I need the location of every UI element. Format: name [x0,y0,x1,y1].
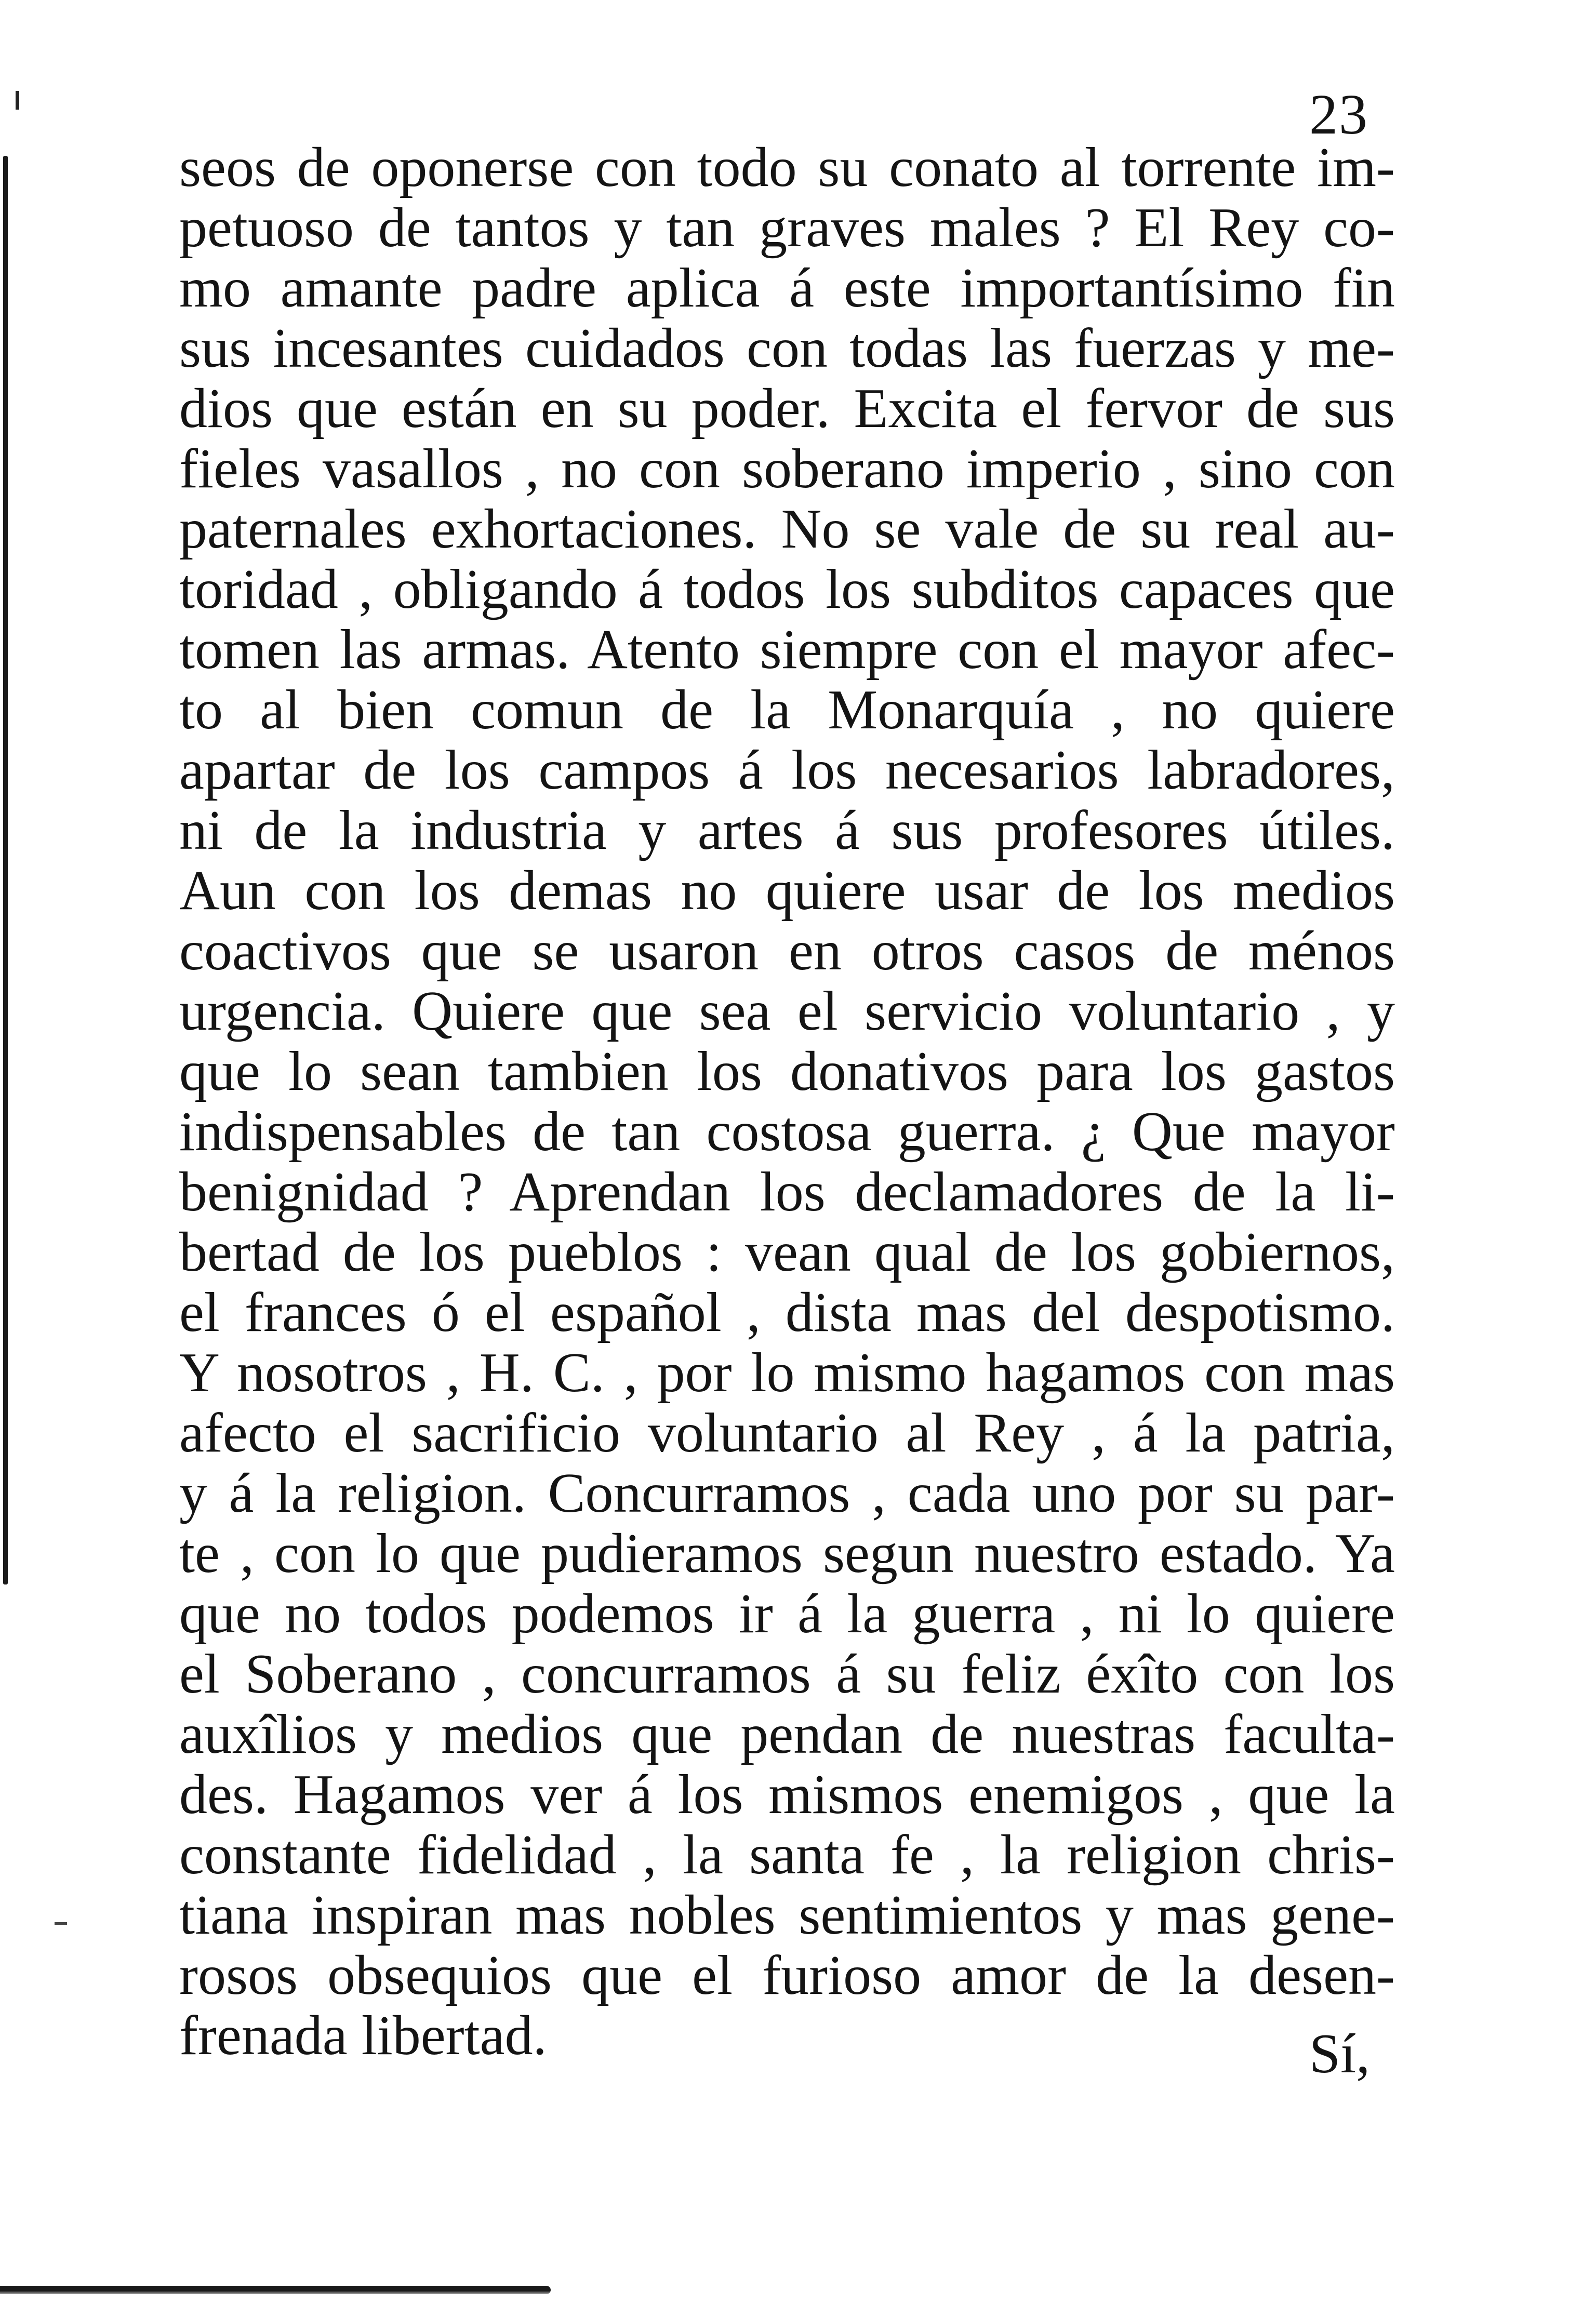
text-line: paternales exhortaciones. No se vale de su real au- [179,498,1395,560]
text-line: tiana inspiran mas nobles sentimientos y mas gene- [179,1884,1395,1946]
text-line: seos de oponerse con todo su conato al torrente im- [179,137,1395,198]
text-line: afecto el sacrificio voluntario al Rey , á la patria, [179,1402,1395,1464]
text-line: el Soberano , concurramos á su feliz éxîto con los [179,1643,1395,1705]
text-line: urgencia. Quiere que sea el servicio voluntario , y [179,980,1395,1042]
text-line: apartar de los campos á los necesarios labradores, [179,739,1395,801]
text-line: petuoso de tantos y tan graves males ? El Rey co- [179,197,1395,259]
text-line: tomen las armas. Atento siempre con el mayor afec- [179,619,1395,681]
text-line: benignidad ? Aprendan los declamadores de la li- [179,1161,1395,1223]
page-edge-mark [16,91,19,110]
body-text [179,138,1395,2066]
text-line: fieles vasallos , no con soberano imperio , sino con [179,438,1395,500]
text-line: coactivos que se usaron en otros casos de ménos [179,920,1395,982]
text-line: constante fidelidad , la santa fe , la religion chris- [179,1824,1395,1886]
text-line: y á la religion. Concurramos , cada uno por su par- [179,1462,1395,1524]
page-bottom-edge [0,2286,551,2294]
text-line: que lo sean tambien los donativos para los gastos [179,1041,1395,1102]
text-line: indispensables de tan costosa guerra. ¿ Que mayor [179,1101,1395,1163]
text-line: mo amante padre aplica á este importantísimo fin [179,257,1395,319]
text-line: el frances ó el español , dista mas del despotismo. [179,1282,1395,1343]
text-line: sus incesantes cuidados con todas las fuerzas y me- [179,317,1395,379]
text-line: bertad de los pueblos : vean qual de los gobiernos, [179,1221,1395,1283]
text-line: te , con lo que pudieramos segun nuestro estado. Ya [179,1523,1395,1584]
page-edge-shadow [3,156,8,1584]
text-line: toridad , obligando á todos los subditos capaces que [179,558,1395,620]
text-line: auxîlios y medios que pendan de nuestras faculta- [179,1703,1395,1765]
page-number: 23 [1309,83,1368,146]
text-line: to al bien comun de la Monarquía , no quiere [179,679,1395,741]
text-line: des. Hagamos ver á los mismos enemigos , que la [179,1764,1395,1826]
text-line: Aun con los demas no quiere usar de los medios [179,860,1395,922]
text-line: dios que están en su poder. Excita el fervor de sus [179,378,1395,440]
margin-mark [55,1922,67,1925]
text-line: frenada libertad. [179,2005,547,2067]
text-line: ni de la industria y artes á sus profesores útiles. [179,800,1395,861]
text-line: que no todos podemos ir á la guerra , ni lo quiere [179,1583,1395,1645]
catchword: Sí, [1309,2023,1371,2085]
text-line: Y nosotros , H. C. , por lo mismo hagamos con mas [179,1342,1395,1404]
text-line: rosos obsequios que el furioso amor de la desen- [179,1945,1395,2006]
